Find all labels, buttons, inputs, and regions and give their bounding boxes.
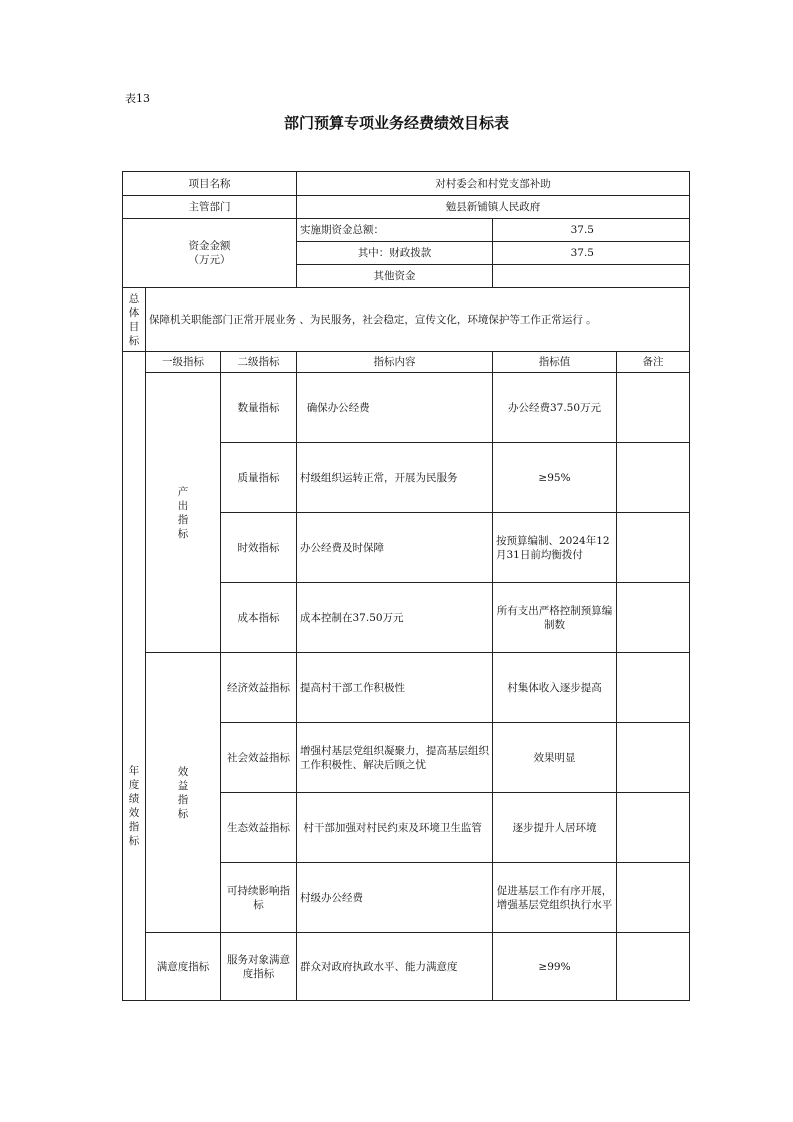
row-value: ≥95% bbox=[493, 443, 617, 513]
row-note bbox=[617, 933, 690, 1001]
header-value: 指标值 bbox=[493, 352, 617, 373]
row-note bbox=[617, 373, 690, 443]
benefit-indicator-label: 效益指标 bbox=[146, 653, 221, 933]
row-level2: 成本指标 bbox=[221, 583, 297, 653]
header-note: 备注 bbox=[617, 352, 690, 373]
dept-row bbox=[123, 196, 690, 219]
row-level2: 服务对象满意度指标 bbox=[221, 933, 297, 1001]
fund-label-main: 资金金额 bbox=[188, 240, 231, 252]
row-level2: 质量指标 bbox=[221, 443, 297, 513]
row-content: 村级组织运转正常，开展为民服务 bbox=[297, 443, 493, 513]
total-label: 实施期资金总额： bbox=[297, 219, 493, 242]
output-indicator-label: 产出指标 bbox=[146, 373, 221, 653]
other-label: 其他资金 bbox=[297, 265, 493, 288]
row-value: 按预算编制、2024年12月31日前均衡拨付 bbox=[493, 513, 617, 583]
row-level2: 可持续影响指标 bbox=[221, 863, 297, 933]
dept-value: 勉县新铺镇人民政府 bbox=[297, 196, 690, 219]
project-name-row bbox=[123, 172, 690, 196]
header-level2: 二级指标 bbox=[221, 352, 297, 373]
row-level2: 数量指标 bbox=[221, 373, 297, 443]
row-content: 增强村基层党组织凝聚力，提高基层组织工作积极性、解决后顾之忧 bbox=[297, 723, 493, 793]
row-content: 群众对政府执政水平、能力满意度 bbox=[297, 933, 493, 1001]
total-value: 37.5 bbox=[493, 219, 690, 242]
row-note bbox=[617, 863, 690, 933]
table-row bbox=[123, 653, 690, 723]
other-value bbox=[493, 265, 690, 288]
row-note bbox=[617, 513, 690, 583]
row-level2: 时效指标 bbox=[221, 513, 297, 583]
row-value: ≥99% bbox=[493, 933, 617, 1001]
row-value: 逐步提升人居环境 bbox=[493, 793, 617, 863]
row-level2: 经济效益指标 bbox=[221, 653, 297, 723]
fund-label-unit: （万元） bbox=[188, 254, 231, 266]
goal-row bbox=[123, 288, 690, 352]
table-row bbox=[123, 933, 690, 1001]
row-note bbox=[617, 653, 690, 723]
page-title: 部门预算专项业务经费绩效目标表 bbox=[283, 114, 509, 132]
row-content: 提高村干部工作积极性 bbox=[297, 653, 493, 723]
row-content: 确保办公经费 bbox=[297, 373, 493, 443]
fiscal-label: 其中：财政拨款 bbox=[297, 242, 493, 265]
fund-total-row bbox=[123, 219, 690, 242]
row-level2: 社会效益指标 bbox=[221, 723, 297, 793]
fund-label bbox=[123, 219, 297, 288]
table-row bbox=[123, 373, 690, 443]
dept-label: 主管部门 bbox=[123, 196, 297, 219]
performance-target-table bbox=[122, 171, 690, 1001]
indicator-header-row bbox=[123, 352, 690, 373]
goal-text: 保障机关职能部门正常开展业务 、为民服务，社会稳定，宣传文化，环境保护等工作正常运行 。 bbox=[146, 288, 690, 352]
row-value: 村集体收入逐步提高 bbox=[493, 653, 617, 723]
row-value: 促进基层工作有序开展，增强基层党组织执行水平 bbox=[493, 863, 617, 933]
row-content: 成本控制在37.50万元 bbox=[297, 583, 493, 653]
row-level2: 生态效益指标 bbox=[221, 793, 297, 863]
goal-label: 总体目标 bbox=[123, 288, 146, 352]
fiscal-value: 37.5 bbox=[493, 242, 690, 265]
row-note bbox=[617, 443, 690, 513]
project-name-label: 项目名称 bbox=[123, 172, 297, 196]
row-note bbox=[617, 793, 690, 863]
row-value: 所有支出严格控制预算编制数 bbox=[493, 583, 617, 653]
table-number: 表13 bbox=[125, 92, 150, 105]
header-level1: 一级指标 bbox=[146, 352, 221, 373]
row-content: 办公经费及时保障 bbox=[297, 513, 493, 583]
row-note bbox=[617, 583, 690, 653]
header-content: 指标内容 bbox=[297, 352, 493, 373]
row-note bbox=[617, 723, 690, 793]
row-content: 村干部加强对村民约束及环境卫生监管 bbox=[297, 793, 493, 863]
row-value: 效果明显 bbox=[493, 723, 617, 793]
row-content: 村级办公经费 bbox=[297, 863, 493, 933]
project-name-value: 对村委会和村党支部补助 bbox=[297, 172, 690, 196]
row-value: 办公经费37.50万元 bbox=[493, 373, 617, 443]
satisfaction-indicator-label: 满意度指标 bbox=[146, 933, 221, 1001]
annual-indicator-label: 年度绩效指标 bbox=[123, 352, 146, 1001]
